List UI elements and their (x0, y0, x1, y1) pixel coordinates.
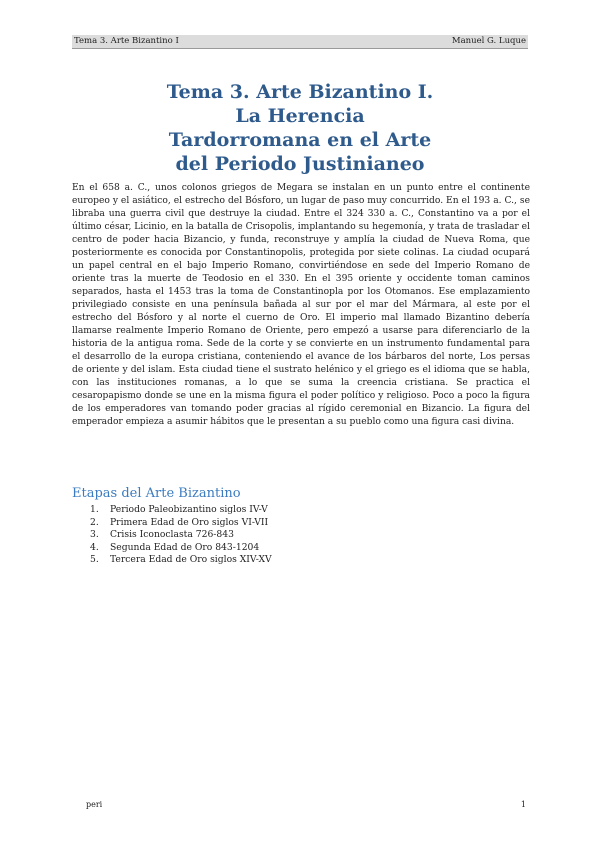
page-header (72, 35, 528, 49)
header-course-title: Tema 3. Arte Bizantino I (74, 36, 179, 46)
header-author: Manuel G. Luque (451, 36, 526, 46)
list-item-text: Primera Edad de Oro siglos VI-VII (110, 516, 269, 528)
list-item (90, 542, 510, 555)
section-heading: Etapas del Arte Bizantino (72, 486, 241, 501)
list-item-text: Tercera Edad de Oro siglos XIV-XV (110, 554, 272, 565)
list-item-text: Periodo Paleobizantino siglos IV-V (110, 504, 268, 515)
title-line: La Herencia (235, 105, 365, 127)
title-line: Tema 3. Arte Bizantino I. (166, 81, 434, 103)
title-line: Tardorromana en el Arte (168, 129, 432, 151)
list-item-number: 5. (90, 554, 99, 565)
list-item-number: 2. (90, 516, 99, 528)
footer-text: peri (86, 800, 103, 809)
page-number: 1 (520, 800, 526, 809)
list-item-text: Segunda Edad de Oro 843-1204 (110, 541, 260, 553)
list-item-number: 1. (90, 504, 99, 515)
list-item (90, 554, 510, 567)
list-item-text: Crisis Iconoclasta 726-843 (110, 529, 234, 540)
title-line: del Periodo Justinianeo (175, 153, 425, 175)
document-title (72, 80, 528, 176)
body-paragraph: En el 658 a. C., unos colonos griegos de Megara se instalan en un punto entre el continente europeo y el asiático, el estrecho del Bósforo, un lugar de paso muy concurrido. En el 193 a. C., se libraba una guerra civil que destruye la ciudad. Entre el 324 330 a. C., Constantino va a por el último césar, Licinio, en la batalla de Crisopolis, implantando su hegemonía, y trata de trasladar el centro de poder hacia Bizancio, y funda, reconstruye y amplía la ciudad de Nueva Roma, que posteriormente es conocida por Constantinopolis, protegida por siete colinas. La ciudad ocupará un papel central en el bajo Imperio Romano, convirtiéndose en sede del Imperio Romano de oriente tras la muerte de Teodosio en el 330. En el 395 oriente y occidente toman caminos separados, hasta el 1453 tras la toma de Constantinopla por los Otomanos. Ese emplazamiento privilegiado consiste en una península bañada al sur por el mar del Mármara, al este por el estrecho del Bósforo y al norte el cuerno de Oro. El imperio mal llamado Bizantino debería llamarse realmente Imperio Romano de Oriente, pero empezó a usarse para diferenciarlo de la historia de la antigua roma. Sede de la corte y se convierte en un instrumento fundamental para el desarrollo de la europa cristiana, conteniendo el avance de los bárbaros del norte, Los persas de oriente y del islam. Esta ciudad tiene el sustrato helénico y el griego es el idioma que se habla, con las instituciones romanas, a lo que se suma la creencia cristiana. Se practica el cesaropapismo donde se une en la misma figura el poder político y religioso. Poco a poco la figura de los emperadores van tomando poder gracias al rígido ceremonial en Bizancio. La figura del emperador empieza a asumir hábitos que le presentan a su pueblo como una figura casi divina. (72, 183, 530, 427)
list-item (90, 529, 510, 542)
list-item (90, 517, 510, 530)
list-item (90, 504, 510, 517)
stages-list (90, 504, 510, 567)
list-item-number: 3. (90, 529, 99, 540)
list-item-number: 4. (90, 541, 99, 553)
